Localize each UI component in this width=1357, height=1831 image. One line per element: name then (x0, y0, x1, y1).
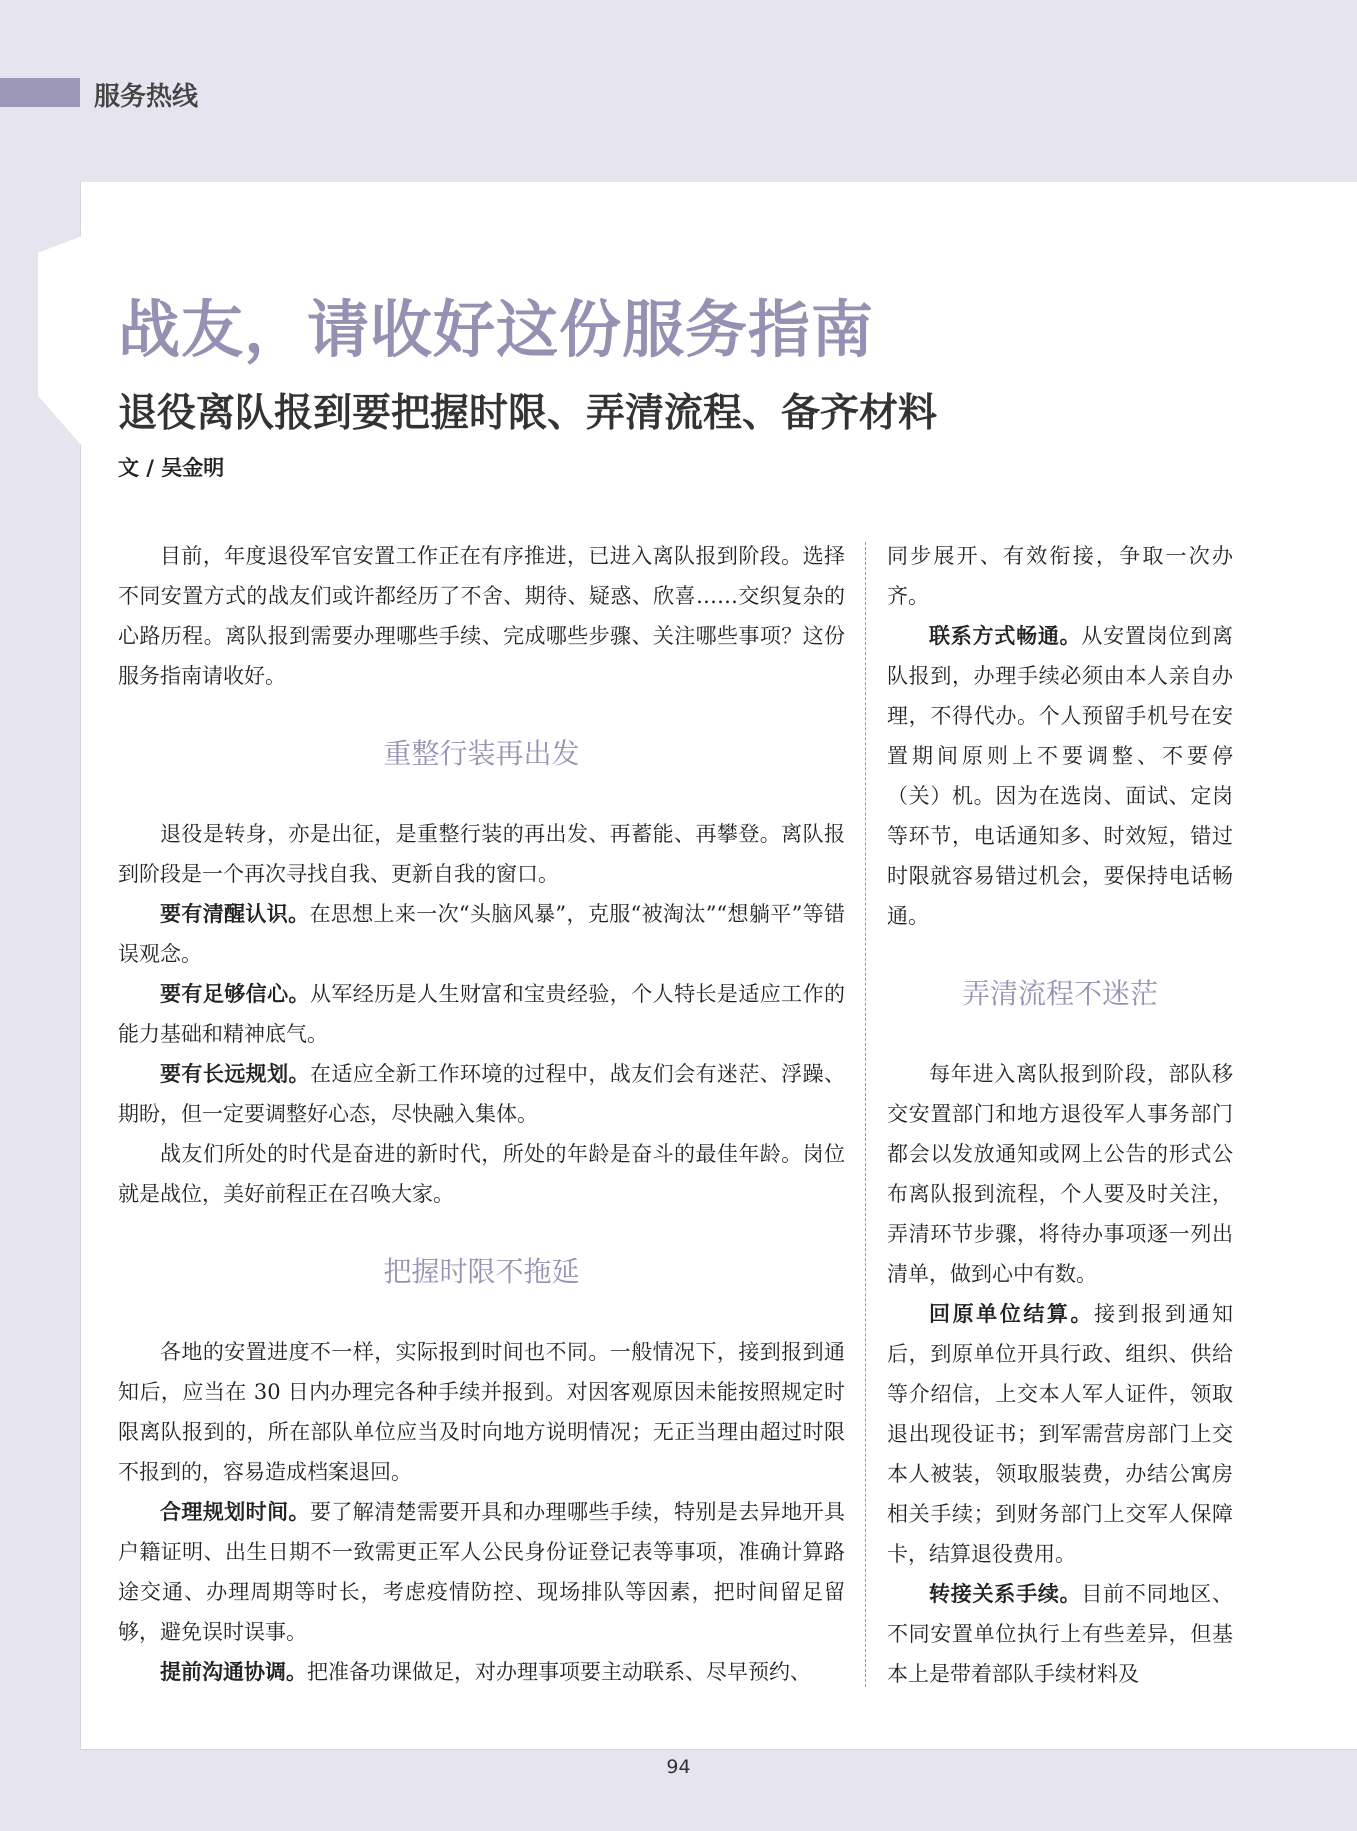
card-tab (38, 236, 82, 446)
section-heading: 把握时限不拖延 (383, 1255, 580, 1288)
paragraph (887, 1294, 1233, 1574)
paragraph (118, 1492, 845, 1652)
paragraph: 每年进入离队报到阶段，部队移交安置部门和地方退役军人事务部门都会以发放通知或网上公告的形式公布离队报到流程，个人要及时关注，弄清环节步骤，将待办事项逐一列出清单，做到心中有数。 (887, 1062, 1233, 1286)
article-title: 战友，请收好这份服务指南 (118, 293, 875, 366)
paragraph: 各地的安置进度不一样，实际报到时间也不同。一般情况下，接到报到通知后，应当在 30 日内办理完各种手续并报到。对因客观原因未能按照规定时限离队报到的，所在部队单位应当及时向地方说明情况；无正当理由超过时限不报到的，容易造成档案退回。 (118, 1340, 845, 1484)
left-column (118, 536, 845, 1692)
paragraph-text: 从安置岗位到离队报到，办理手续必须由本人亲自办理，不得代办。个人预留手机号在安置期间原则上不要调整、不要停（关）机。因为在选岗、面试、定岗等环节，电话通知多、时效短，错过时限就容易错过机会，要保持电话畅通。 (887, 624, 1234, 928)
section-heading: 重整行装再出发 (383, 737, 580, 770)
paragraph-lead: 要有长远规划。 (160, 1062, 310, 1086)
section-label: 服务热线 (94, 82, 199, 112)
paragraph-text: 接到报到通知后，到原单位开具行政、组织、供给等介绍信，上交本人军人证件，领取退出现役证书；到军需营房部门上交本人被装，领取服装费，办结公寓房相关手续；到财务部门上交军人保障卡，结算退役费用。 (887, 1302, 1234, 1566)
paragraph-lead: 联系方式畅通。 (929, 624, 1082, 648)
paragraph: 同步展开、有效衔接，争取一次办齐。 (887, 544, 1233, 608)
paragraph-text: 从军经历是人生财富和宝贵经验，个人特长是适应工作的能力基础和精神底气。 (118, 982, 845, 1046)
paragraph-text: 目前不同地区、不同安置单位执行上有些差异，但基本上是带着部队手续材料及 (887, 1582, 1234, 1686)
section-heading: 弄清流程不迷茫 (961, 977, 1158, 1010)
intro-paragraph: 目前，年度退役军官安置工作正在有序推进，已进入离队报到阶段。选择不同安置方式的战友们或许都经历了不舍、期待、疑惑、欣喜……交织复杂的心路历程。离队报到需要办理哪些手续、完成哪些步骤、关注哪些事项？这份服务指南请收好。 (118, 544, 845, 688)
paragraph-lead: 要有清醒认识。 (160, 902, 310, 926)
paragraph (118, 894, 845, 974)
paragraph: 退役是转身，亦是出征，是重整行装的再出发、再蓄能、再攀登。离队报到阶段是一个再次寻找自我、更新自我的窗口。 (118, 822, 845, 886)
column-divider (865, 542, 866, 1687)
paragraph: 战友们所处的时代是奋进的新时代，所处的年龄是奋斗的最佳年龄。岗位就是战位，美好前程正在召唤大家。 (118, 1142, 845, 1206)
paragraph-lead: 合理规划时间。 (160, 1500, 310, 1524)
paragraph-lead: 要有足够信心。 (160, 982, 310, 1006)
paragraph-text: 把准备功课做足，对办理事项要主动联系、尽早预约、 (307, 1660, 811, 1684)
paragraph-lead: 回原单位结算。 (929, 1302, 1095, 1326)
paragraph-lead: 转接关系手续。 (929, 1582, 1082, 1606)
page-number: 94 (666, 1756, 691, 1778)
paragraph (118, 1054, 845, 1134)
paragraph-text: 要了解清楚需要开具和办理哪些手续，特别是去异地开具户籍证明、出生日期不一致需更正军人公民身份证登记表等事项，准确计算路途交通、办理周期等时长，考虑疫情防控、现场排队等因素，把时间留足留够，避免误时误事。 (118, 1500, 845, 1644)
paragraph (118, 974, 845, 1054)
paragraph (118, 1652, 845, 1692)
paragraph-lead: 提前沟通协调。 (160, 1660, 307, 1684)
author-byline: 文 / 吴金明 (118, 456, 225, 480)
paragraph-text: 在思想上来一次“头脑风暴”，克服“被淘汰”“想躺平”等错误观念。 (118, 902, 846, 966)
paragraph (887, 616, 1233, 936)
article-subtitle: 退役离队报到要把握时限、弄清流程、备齐材料 (118, 391, 938, 436)
right-column (887, 536, 1233, 1694)
paragraph-text: 在适应全新工作环境的过程中，战友们会有迷茫、浮躁、期盼，但一定要调整好心态，尽快融入集体。 (118, 1062, 845, 1126)
paragraph (887, 1574, 1233, 1694)
section-bar (0, 78, 80, 107)
